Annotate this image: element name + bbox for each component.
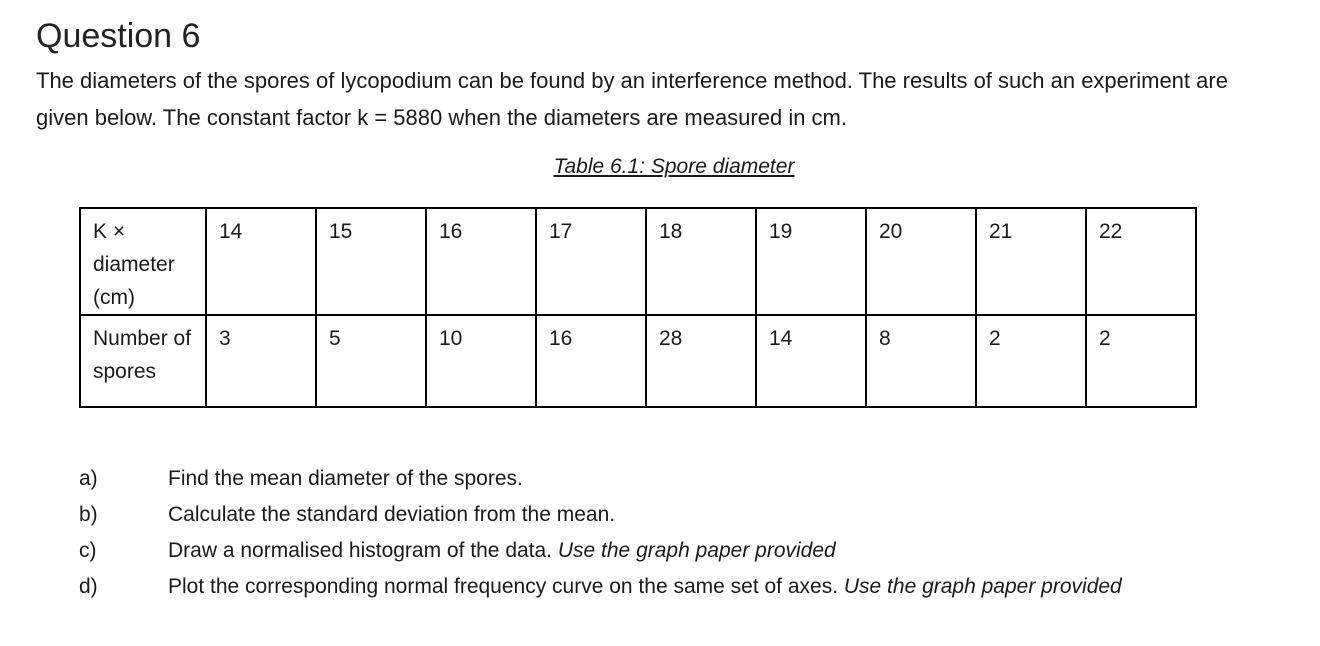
table-cell: 5 xyxy=(316,315,426,407)
table-cell: 16 xyxy=(536,315,646,407)
table-row-diameter xyxy=(80,208,1196,315)
table-cell: 19 xyxy=(756,208,866,315)
table-caption: Table 6.1: Spore diameter xyxy=(553,155,795,178)
task-list xyxy=(79,461,1122,605)
task-emphasis: Use the graph paper provided xyxy=(557,539,836,562)
table-cell: 18 xyxy=(646,208,756,315)
row-header-diameter: K × diameter (cm) xyxy=(80,208,206,315)
table-cell: 15 xyxy=(316,208,426,315)
task-text: Draw a normalised histogram of the data. xyxy=(168,539,558,562)
table-cell: 8 xyxy=(866,315,976,407)
task-emphasis: Use the graph paper provided xyxy=(843,575,1122,598)
task-item xyxy=(79,497,1122,533)
table-cell: 2 xyxy=(976,315,1086,407)
question-title: Question 6 xyxy=(36,17,201,55)
task-marker: d) xyxy=(79,575,98,598)
table-cell: 28 xyxy=(646,315,756,407)
task-marker: b) xyxy=(79,503,98,526)
task-text: Calculate the standard deviation from the mean. xyxy=(168,503,616,526)
table-cell: 14 xyxy=(756,315,866,407)
spore-diameter-table xyxy=(79,207,1197,408)
question-intro: The diameters of the spores of lycopodium can be found by an interference method. The results of such an experiment are given below. The constant factor k = 5880 when the diameters are measured in cm. xyxy=(36,68,1228,130)
task-text: Plot the corresponding normal frequency curve on the same set of axes. xyxy=(168,575,844,598)
table-cell: 22 xyxy=(1086,208,1196,315)
row-header-spores: Number of spores xyxy=(80,315,206,407)
task-marker: a) xyxy=(79,467,98,490)
task-item xyxy=(79,461,1122,497)
task-item xyxy=(79,533,1122,569)
table-cell: 3 xyxy=(206,315,316,407)
task-text: Find the mean diameter of the spores. xyxy=(168,467,523,490)
table-cell: 14 xyxy=(206,208,316,315)
table-cell: 21 xyxy=(976,208,1086,315)
table-row-spores xyxy=(80,315,1196,407)
table-cell: 17 xyxy=(536,208,646,315)
task-item xyxy=(79,569,1122,605)
table-cell: 20 xyxy=(866,208,976,315)
table-cell: 16 xyxy=(426,208,536,315)
task-marker: c) xyxy=(79,539,97,562)
table-cell: 2 xyxy=(1086,315,1196,407)
table-cell: 10 xyxy=(426,315,536,407)
